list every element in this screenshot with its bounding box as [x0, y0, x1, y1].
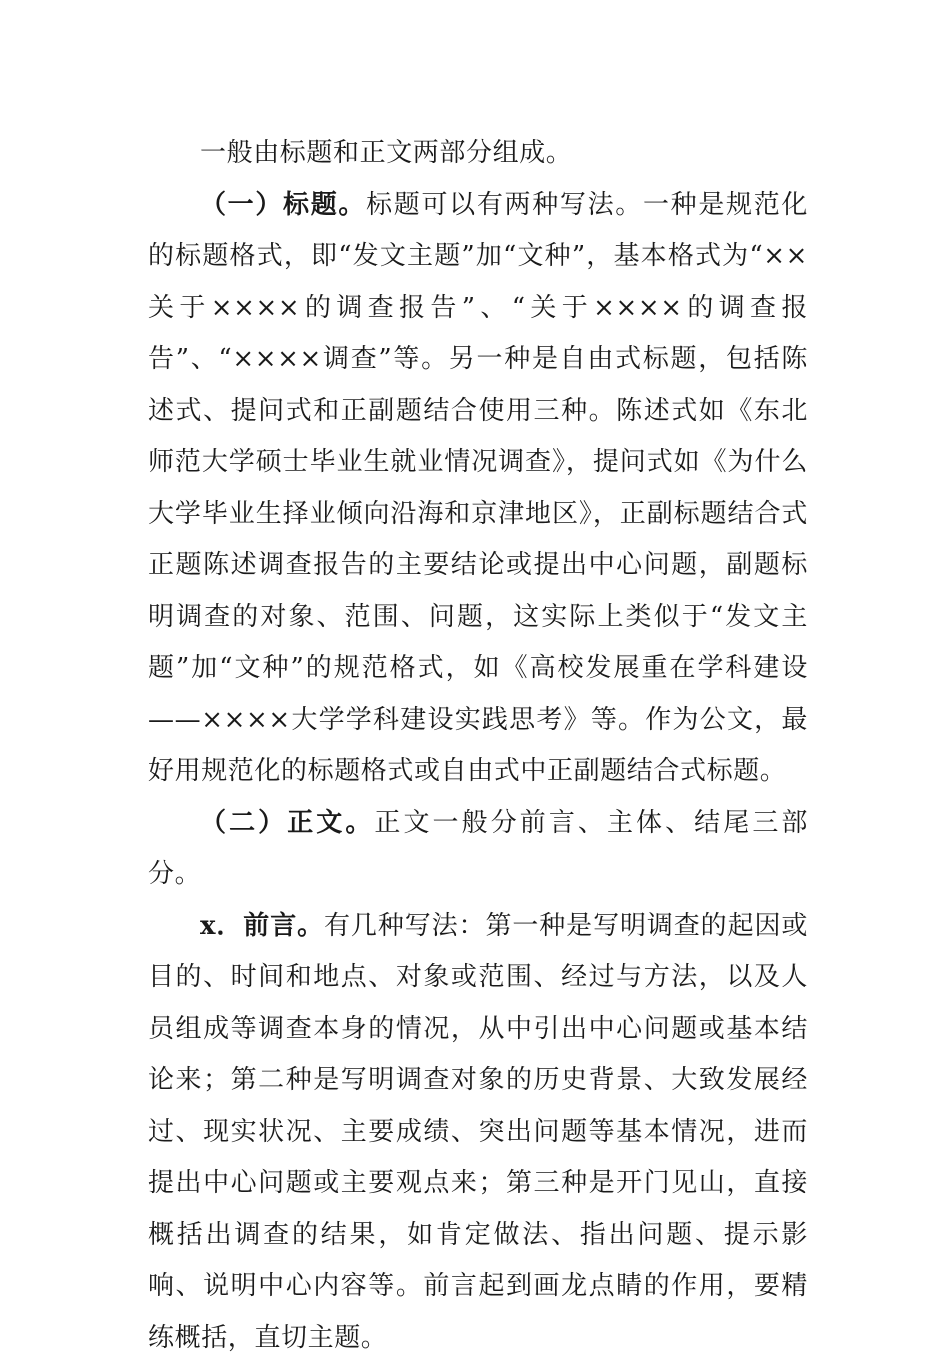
- paragraph-body-section: [148, 798, 808, 901]
- paragraph-text: 一般由标题和正文两部分组成。: [200, 138, 572, 168]
- paragraph-title-section: [148, 180, 808, 798]
- paragraph-text: 有几种写法：第一种是写明调查的起因或目的、时间和地点、对象或范围、经过与方法，以及人员组成等调查本身的情况，从中引出中心问题或基本结论来；第二种是写明调查对象的历史背景、大致发展经过、现实状况、主要成绩、突出问题等基本情况，进而提出中心问题或主要观点来；第三种是开门见山，直接概括出调查的结果，如肯定做法、指出问题、提示影响、说明中心内容等。前言起到画龙点睛的作用，要精练概括，直切主题。: [148, 911, 808, 1353]
- paragraph-preface: [148, 901, 808, 1364]
- section-heading-body: （二）正文。: [200, 808, 374, 838]
- paragraph-text: 正文一般分前言、主体、结尾三部分。: [148, 808, 808, 890]
- paragraph-text: 标题可以有两种写法。一种是规范化的标题格式，即“发文主题”加“文种”，基本格式为“××关于××××的调查报告”、“关于××××的调查报告”、“××××调查”等。另一种是自由式标题，包括陈述式、提问式和正副题结合使用三种。陈述式如《东北师范大学硕士毕业生就业情况调查》，提问式如《为什么大学毕业生择业倾向沿海和京津地区》，正副标题结合式正题陈述调查报告的主要结论或提出中心问题，副题标明调查的对象、范围、问题，这实际上类似于“发文主题”加“文种”的规范格式，如《高校发展重在学科建设——××××大学学科建设实践思考》等。作为公文，最好用规范化的标题格式或自由式中正副题结合式标题。: [148, 190, 808, 787]
- document-body: [148, 128, 808, 1364]
- section-heading-title: （一）标题。: [200, 190, 366, 220]
- paragraph-intro: [148, 128, 808, 180]
- section-heading-preface: x．前言。: [200, 911, 324, 941]
